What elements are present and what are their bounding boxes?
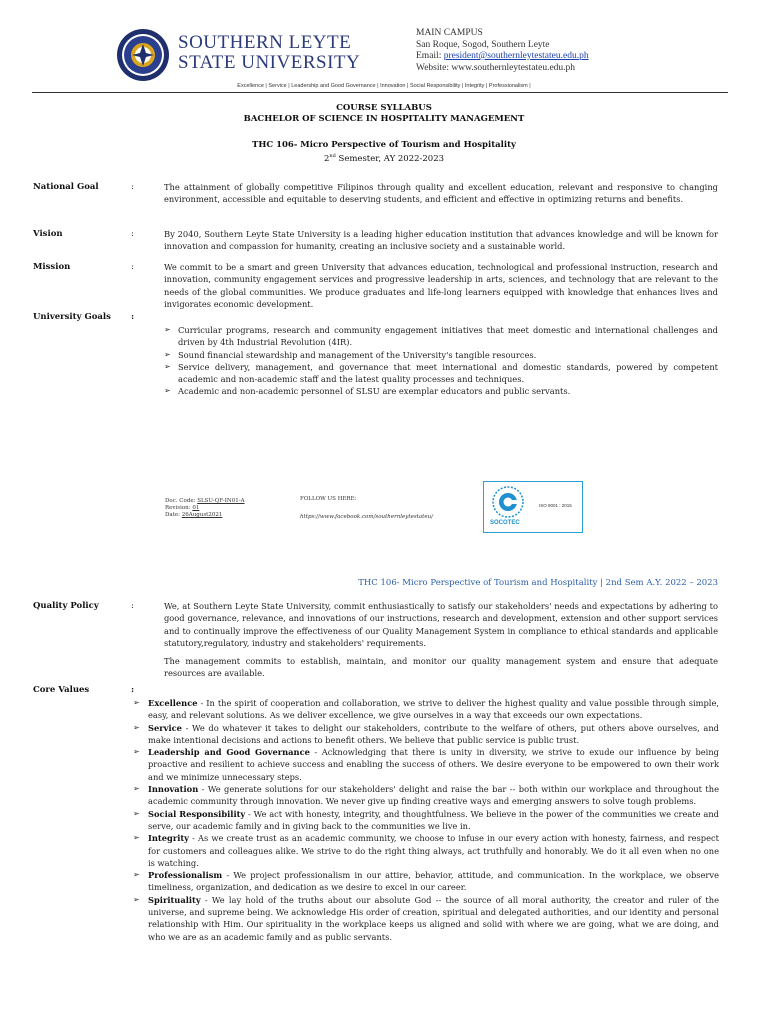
core-value-name: Integrity bbox=[148, 833, 190, 844]
facebook-link[interactable]: https://www.facebook.com/southernleytestateu/ bbox=[300, 514, 434, 520]
core-value-name: Service bbox=[148, 722, 182, 733]
semester-line bbox=[0, 151, 768, 165]
semester-number: 2 bbox=[323, 153, 330, 164]
university-goals-colon: : bbox=[131, 312, 135, 322]
running-header: THC 106- Micro Perspective of Tourism and Hospitality | 2nd Sem A.Y. 2022 – 2023 bbox=[358, 578, 718, 588]
core-value-item bbox=[133, 746, 719, 783]
quality-policy-p2: The management commits to establish, maintain, and monitor our quality management system and ensure that adequate resources are available. bbox=[164, 656, 718, 679]
university-goals-label: University Goals bbox=[33, 312, 111, 322]
core-value-item bbox=[133, 697, 719, 722]
national-goal-text: The attainment of globally competitive Filipinos through quality and excellent education, relevant and responsive to changing environment, accessible and equitable to deserving students, and efficient and effective in optimizing returns and benefits. bbox=[164, 182, 718, 205]
campus-title: MAIN CAMPUS bbox=[416, 28, 483, 38]
campus-contact-block bbox=[416, 28, 589, 74]
course-title: THC 106- Micro Perspective of Tourism and Hospitality bbox=[252, 140, 516, 150]
core-value-item bbox=[133, 894, 719, 943]
vision-text: By 2040, Southern Leyte State University is a leading higher education institution that advances knowledge and will be known for innovation and compassion for humanity, creating an inclusive society and a sustainable world. bbox=[164, 229, 718, 252]
core-value-desc: - As we create trust as an academic community, we choose to infuse in our every action with honesty, fairness, and respect for customers and colleagues alike. We strive to do the right thing always, act truthfully and honorably. We do it all even when no one is watching. bbox=[148, 833, 719, 868]
core-value-desc: - We act with honesty, integrity, and thoughtfulness. We believe in the power of the communities we create and serve, our academic family and in giving back to the communities we live in. bbox=[148, 808, 719, 831]
core-value-name: Professionalism bbox=[148, 870, 223, 881]
doc-info bbox=[165, 498, 245, 520]
university-name-line2: STATE UNIVERSITY bbox=[178, 52, 361, 73]
semester-rest: Semester, AY 2022-2023 bbox=[335, 153, 445, 164]
core-value-item bbox=[133, 783, 719, 808]
website-label: Website: bbox=[416, 62, 452, 73]
syllabus-title: COURSE SYLLABUS bbox=[336, 103, 432, 113]
core-value-name: Excellence bbox=[148, 698, 198, 708]
core-value-name: Innovation bbox=[148, 784, 199, 795]
email-line bbox=[416, 51, 589, 63]
goal-item: ➢ Curricular programs, research and community engagement initiatives that meet domestic and international challenges and driven by 4th Industrial Revolution (4IR). bbox=[164, 324, 718, 349]
mission-label: Mission bbox=[33, 262, 71, 272]
email-label: Email: bbox=[416, 51, 444, 61]
goal-item: ➢ Service delivery, management, and governance that meet international and domestic standards, powered by competent academic and non-academic staff and the latest quality processes and techniques. bbox=[164, 361, 718, 386]
core-value-desc: - We do whatever it takes to delight our stakeholders, contribute to the welfare of others, put others above ourselves, and make intentional decisions and actions to benefit others. We believe that public service is public trust. bbox=[148, 722, 719, 745]
mission-colon: : bbox=[131, 262, 134, 272]
iso-label: ISO 9001 : 2015 bbox=[539, 503, 572, 508]
date-line bbox=[165, 512, 245, 519]
campus-address: San Roque, Sogod, Southern Leyte bbox=[416, 39, 550, 50]
date-value: 26August2021 bbox=[181, 512, 223, 519]
core-value-name: Social Responsibility bbox=[148, 808, 246, 819]
quality-policy-p1: We, at Southern Leyte State University, commit enthusiastically to satisfy our stakeholders' needs and expectations by adhering to good governance, relevance, and innovations of our instructions, research and development, extension and other support services and to continually improve the effectiveness of our Quality Management System in compliance to ethical standards and applicable statutory,regulatory, industry and stakeholders' requirements. bbox=[164, 601, 718, 648]
university-goals-list bbox=[164, 324, 718, 398]
socotec-certification-badge bbox=[483, 481, 583, 533]
vision-colon: : bbox=[131, 229, 134, 239]
core-value-desc: - We lay hold of the truths about our absolute God -- the source of all moral authority, the creator and ruler of the universe, and supreme being. We acknowledge His order of creation, spiritual and delegated authorities, and our identity and personal relationship with Him. Our spirituality in the workplace keeps us aligned and solid with where we are going, what we are doing, and who we are as an academic family and as public servants. bbox=[148, 894, 719, 942]
email-link[interactable]: president@southernleytestateu.edu.ph bbox=[443, 51, 589, 61]
website-line bbox=[416, 63, 589, 75]
socotec-label: SOCOTEC bbox=[490, 520, 520, 526]
mission-text: We commit to be a smart and green University that advances education, technological and professional instruction, research and innovation, community engagement services and progressive leadership in arts, sciences, and technology that are relevant to the needs of the global communities. We produce graduates and life-long learners equipped with knowledge that enhances lives and invigorates economic development. bbox=[164, 262, 718, 309]
university-seal-logo bbox=[116, 28, 170, 82]
date-label: Date: bbox=[165, 512, 182, 519]
quality-policy-label: Quality Policy bbox=[33, 601, 99, 611]
revision-label: Revision: bbox=[165, 505, 193, 512]
goal-item: ➢ Sound financial stewardship and management of the University's tangible resources. bbox=[164, 349, 718, 361]
core-value-item bbox=[133, 869, 719, 894]
header-divider bbox=[32, 92, 728, 93]
national-goal-colon: : bbox=[131, 182, 134, 192]
national-goal-label: National Goal bbox=[33, 182, 99, 192]
core-value-item bbox=[133, 722, 719, 747]
core-value-name: Spirituality bbox=[148, 894, 201, 905]
revision-value: 01 bbox=[192, 505, 200, 512]
core-value-name: Leadership and Good Governance bbox=[148, 747, 310, 758]
university-name bbox=[178, 33, 360, 73]
program-title: BACHELOR OF SCIENCE IN HOSPITALITY MANAGEMENT bbox=[243, 114, 525, 124]
university-name-line1: SOUTHERN LEYTE bbox=[178, 32, 352, 53]
core-values-label: Core Values bbox=[33, 685, 90, 695]
goal-item: ➢ Academic and non-academic personnel of SLSU are exemplar educators and public servants. bbox=[164, 385, 718, 397]
revision-line bbox=[165, 505, 245, 512]
core-value-desc: - In the spirit of cooperation and collaboration, we strive to deliver the highest quality and value possible through simple, easy, and relevant solutions. As we deliver excellence, we give ourselves in a way that exceeds our own expectations. bbox=[148, 698, 719, 721]
quality-policy-text bbox=[164, 600, 718, 680]
website-url[interactable]: www.southernleytestateu.edu.ph bbox=[451, 62, 576, 73]
core-values-strip: Excellence | Service | Leadership and Good Governance | Innovation | Social Responsibility | Integrity | Professionalism | bbox=[237, 83, 531, 89]
core-value-item bbox=[133, 808, 719, 833]
core-values-colon: : bbox=[131, 685, 135, 695]
core-value-desc: - Acknowledging that there is unity in diversity, we strive to exude our influence by being proactive and resilient to achieve success and enabling the success of others. We desire everyone to be empowered to own their work and we minimize unnecessary steps. bbox=[148, 747, 719, 782]
follow-label: FOLLOW US HERE: bbox=[300, 496, 357, 502]
core-value-item bbox=[133, 832, 719, 869]
semester-suffix: nd bbox=[329, 153, 336, 159]
vision-label: Vision bbox=[33, 229, 63, 239]
doc-code-label: Doc. Code: bbox=[165, 498, 198, 504]
doc-code: SLSU-QF-IN01-A bbox=[197, 498, 245, 504]
core-value-desc: - We generate solutions for our stakeholders' delight and raise the bar -- both within our workplace and throughout the academic community through innovation. We never give up finding creative ways and emerging answers to solve tough problems. bbox=[148, 784, 719, 807]
doc-code-line bbox=[165, 498, 245, 505]
quality-policy-colon: : bbox=[131, 601, 134, 611]
core-values-list bbox=[133, 697, 719, 943]
core-value-desc: - We project professionalism in our attire, behavior, attitude, and communication. In the workplace, we observe timeliness, organization, and dedication as we desire to excel in our career. bbox=[148, 870, 719, 893]
